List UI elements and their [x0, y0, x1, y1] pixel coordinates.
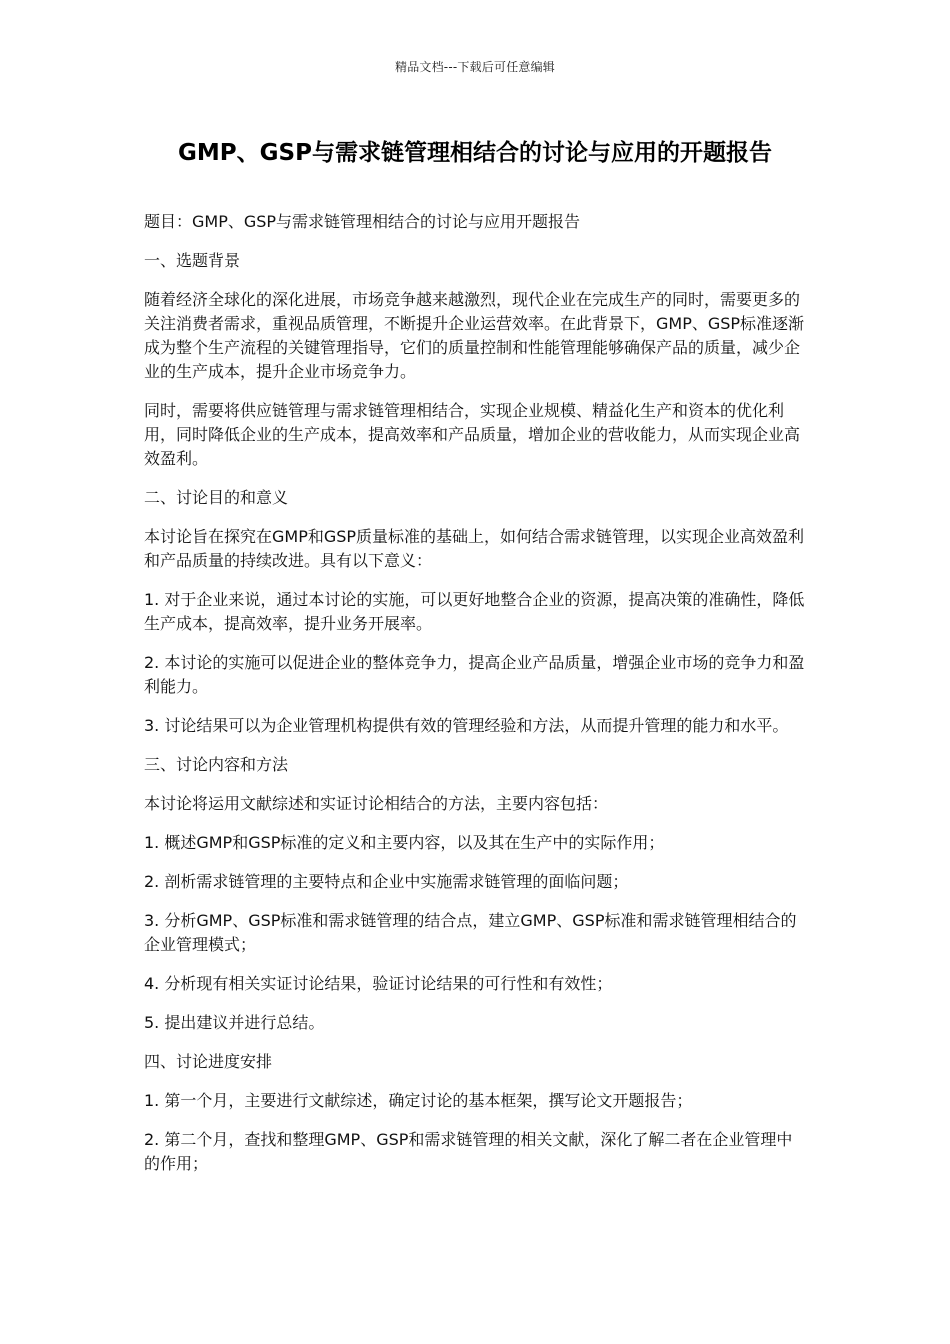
- section-heading-background: 一、选题背景: [144, 251, 241, 270]
- content-list-item-5: 5. 提出建议并进行总结。: [144, 1013, 325, 1032]
- section-heading-schedule: 四、讨论进度安排: [144, 1052, 273, 1071]
- schedule-list-item-2: 2. 第二个月，查找和整理GMP、GSP和需求链管理的相关文献，深化了解二者在企业管理中的作用；: [144, 1130, 793, 1173]
- content-list-item-2: 2. 剖析需求链管理的主要特点和企业中实施需求链管理的面临问题；: [144, 872, 629, 891]
- purpose-list-item-1: 1. 对于企业来说，通过本讨论的实施，可以更好地整合企业的资源，提高决策的准确性，降低生产成本，提高效率，提升业务开展率。: [144, 590, 805, 633]
- purpose-list-item-2: 2. 本讨论的实施可以促进企业的整体竞争力，提高企业产品质量，增强企业市场的竞争力和盈利能力。: [144, 653, 805, 696]
- background-paragraph-1: 随着经济全球化的深化进展，市场竞争越来越激烈，现代企业在完成生产的同时，需要更多的关注消费者需求，重视品质管理，不断提升企业运营效率。在此背景下，GMP、GSP标准逐渐成为整个生产流程的关键管理指导，它们的质量控制和性能管理能够确保产品的质量，减少企业的生产成本，提升企业市场竞争力。: [144, 290, 805, 381]
- schedule-list-item-1: 1. 第一个月，主要进行文献综述，确定讨论的基本框架，撰写论文开题报告；: [144, 1091, 693, 1110]
- background-paragraph-2: 同时，需要将供应链管理与需求链管理相结合，实现企业规模、精益化生产和资本的优化利用，同时降低企业的生产成本，提高效率和产品质量，增加企业的营收能力，从而实现企业高效盈利。: [144, 401, 801, 468]
- document-title: GMP、GSP与需求链管理相结合的讨论与应用的开题报告: [178, 140, 772, 166]
- document-body: [144, 210, 806, 1191]
- content-list-item-4: 4. 分析现有相关实证讨论结果，验证讨论结果的可行性和有效性；: [144, 974, 613, 993]
- content-list-item-1: 1. 概述GMP和GSP标准的定义和主要内容，以及其在生产中的实际作用；: [144, 833, 665, 852]
- subject-line: 题目：GMP、GSP与需求链管理相结合的讨论与应用开题报告: [144, 212, 581, 231]
- page-header-note: 精品文档---下载后可任意编辑: [395, 60, 555, 74]
- content-intro-paragraph: 本讨论将运用文献综述和实证讨论相结合的方法，主要内容包括：: [144, 794, 609, 813]
- content-list-item-3: 3. 分析GMP、GSP标准和需求链管理的结合点，建立GMP、GSP标准和需求链管理相结合的企业管理模式；: [144, 911, 797, 954]
- section-heading-purpose: 二、讨论目的和意义: [144, 488, 289, 507]
- purpose-intro-paragraph: 本讨论旨在探究在GMP和GSP质量标准的基础上，如何结合需求链管理，以实现企业高效盈利和产品质量的持续改进。具有以下意义：: [144, 527, 805, 570]
- section-heading-content-method: 三、讨论内容和方法: [144, 755, 289, 774]
- purpose-list-item-3: 3. 讨论结果可以为企业管理机构提供有效的管理经验和方法，从而提升管理的能力和水平。: [144, 716, 789, 735]
